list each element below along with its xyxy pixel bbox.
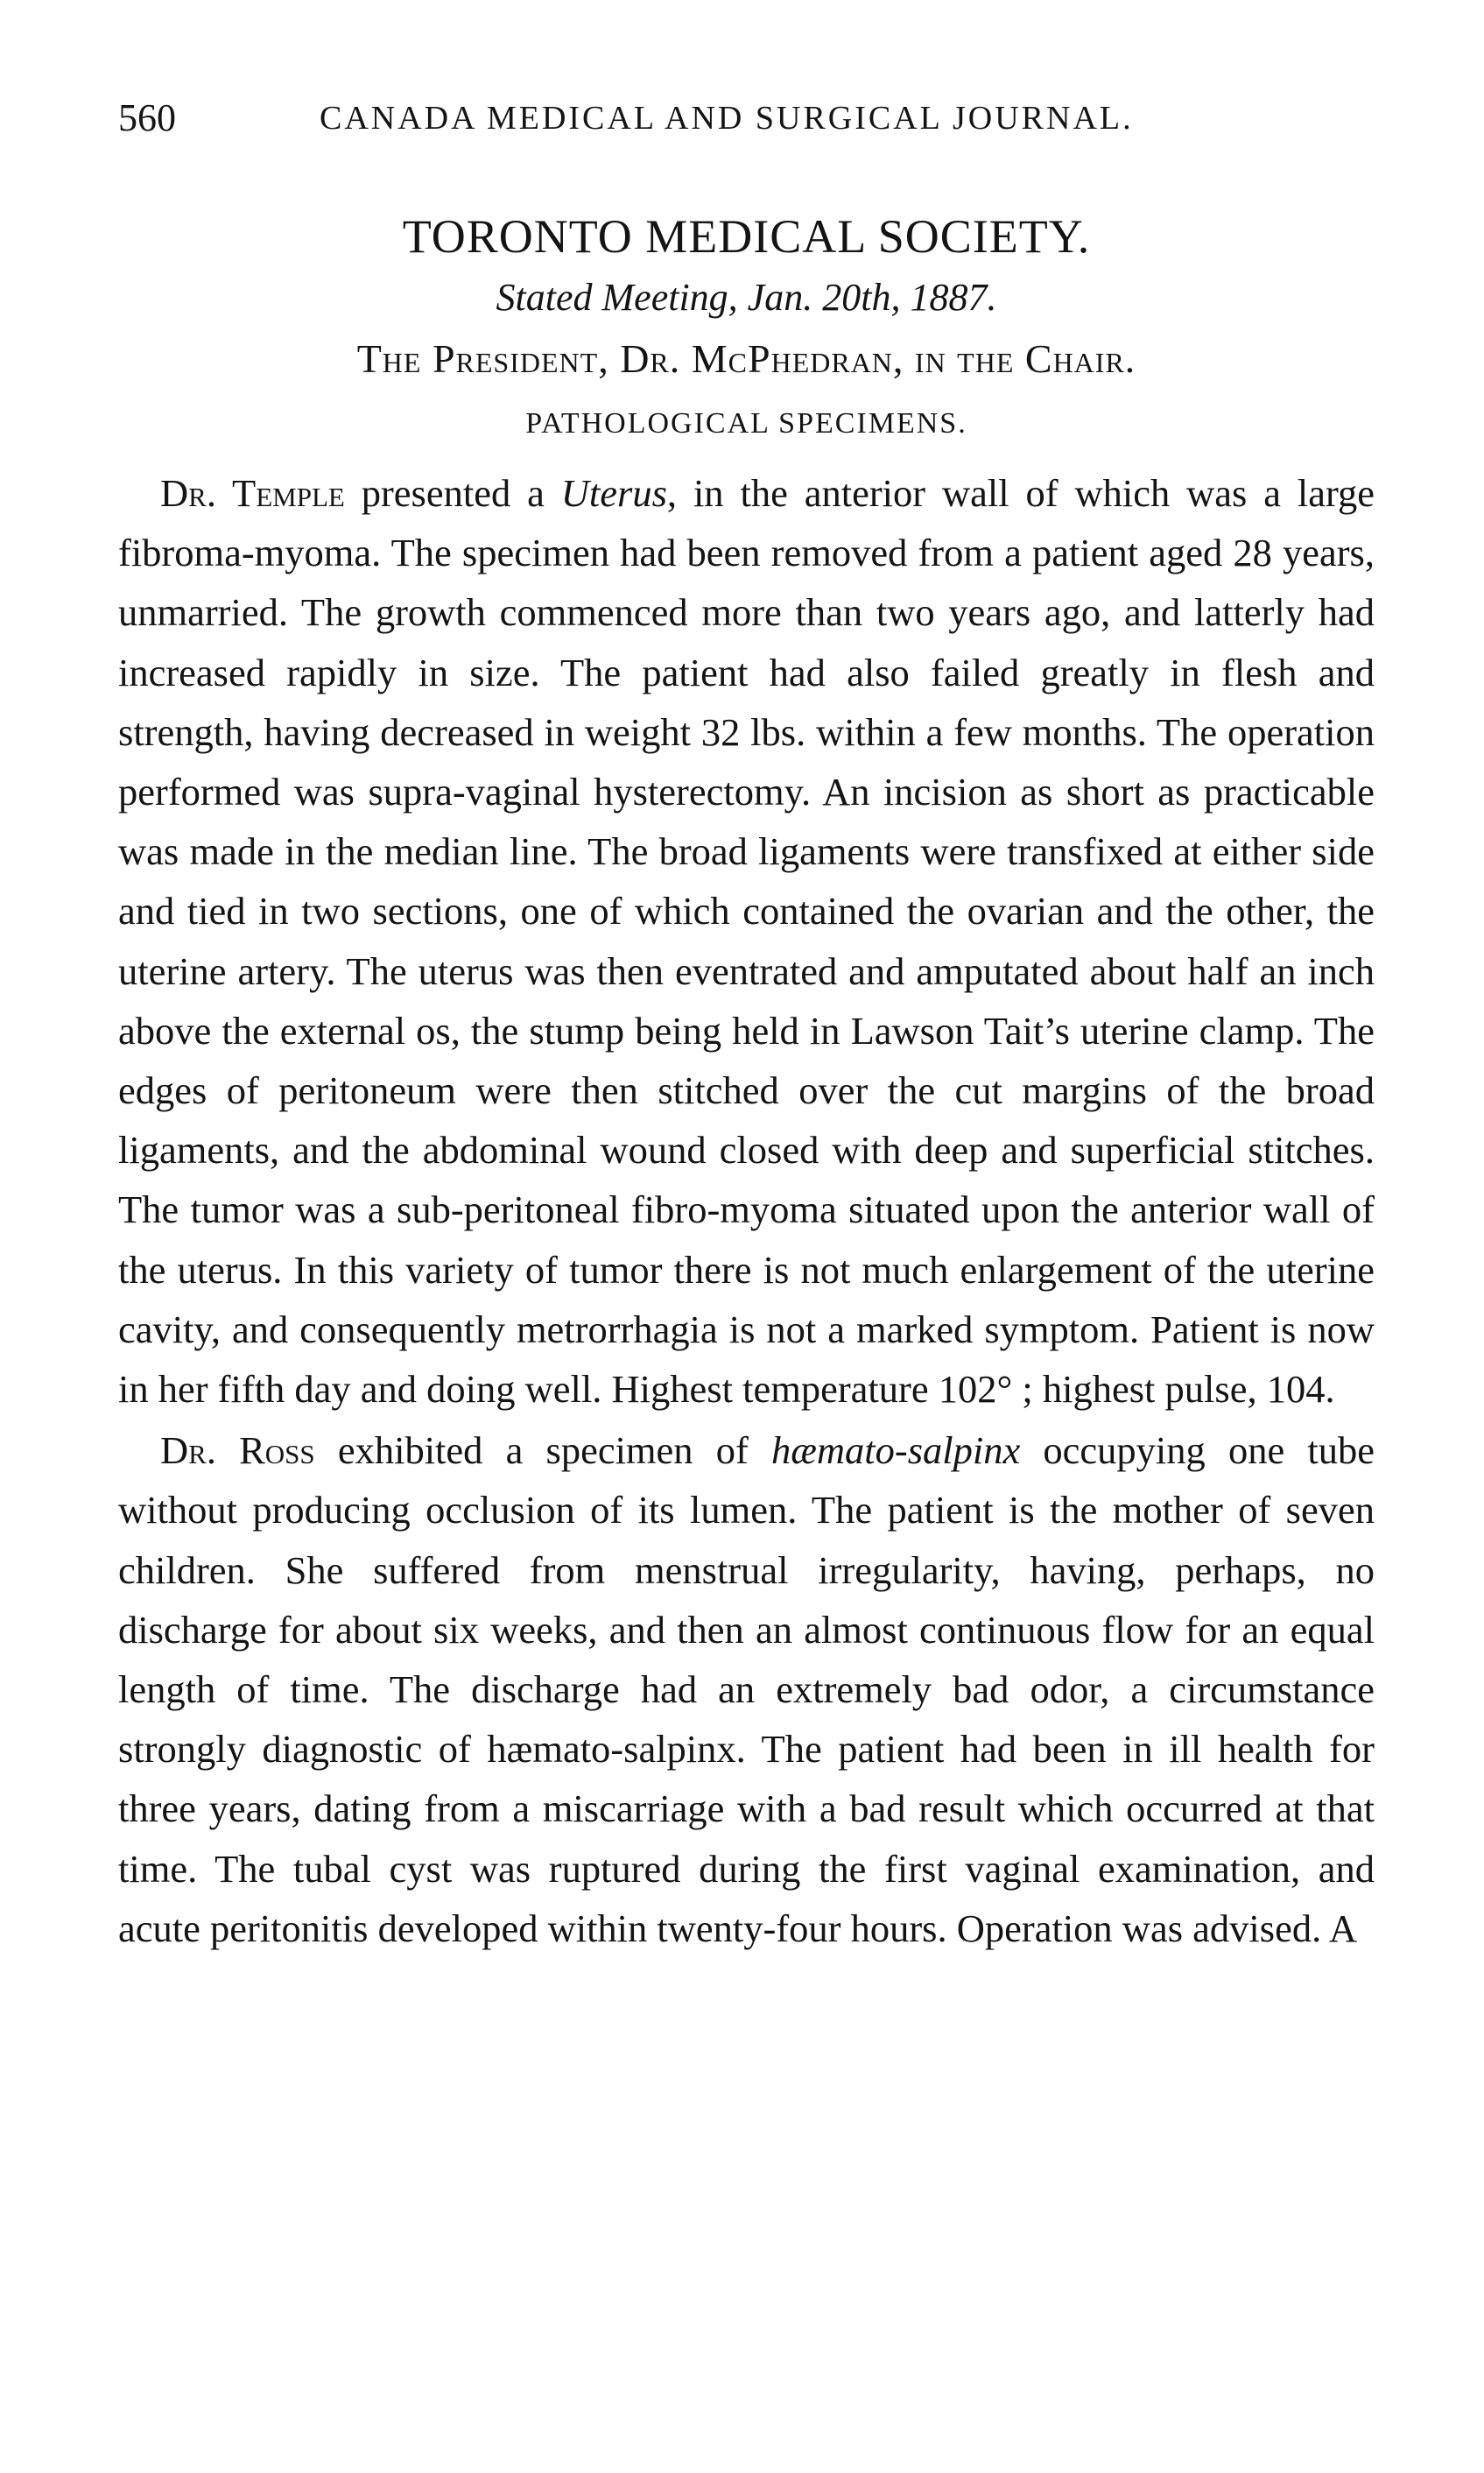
journal-page — [118, 83, 1375, 1958]
running-head — [118, 83, 1375, 153]
specimen-name: Uterus — [560, 471, 667, 515]
paragraph-body: , in the anterior wall of which was a large fibroma-myoma. The specimen had been removed from a patient aged 28 years, unmarried. The growth commenced more than two years ago, and latterly had increased rapidly in size. The patient had also failed greatly in flesh and strength, having decreased in weight 32 lbs. within a few months. The operation performed was supra-vaginal hysterectomy. An incision as short as practicable was made in the median line. The broad ligaments were transfixed at either side and tied in two sections, one of which contained the ovarian and the other, the uterine artery. The uterus was then eventrated and amputated about half an inch above the external os, the stump being held in Lawson Tait’s uterine clamp. The edges of peritoneum were then stitched over the cut margins of the broad ligaments, and the abdominal wound closed with deep and superficial stitches. The tumor was a sub-peritoneal fibro-myoma situated upon the anterior wall of the uterus. In this variety of tumor there is not much enlargement of the uterine cavity, and consequently metrorrhagia is not a marked symptom. Patient is now in her fifth day and doing well. Highest temperature 102° ; highest pulse, 104. — [118, 471, 1375, 1412]
society-title: TORONTO MEDICAL SOCIETY. — [402, 210, 1091, 263]
paragraph-temple — [118, 463, 1375, 1419]
page-number: 560 — [118, 96, 176, 139]
meeting-date: Stated Meeting, Jan. 20th, 1887. — [496, 276, 997, 319]
specimen-name: hæmato-salpinx — [770, 1428, 1021, 1473]
journal-title: CANADA MEDICAL AND SURGICAL JOURNAL. — [320, 100, 1134, 137]
paragraph-body: occupying one tube without producing occlusion of its lumen. The patient is the mother of seven children. She suffered from menstrual irregularity, having, perhaps, no discharge for about six weeks, and then an almost continuous flow for an equal length of time. The discharge had an extremely bad odor, a circumstance strongly diagnostic of hæmato-salpinx. The patient had been in ill health for three years, dating from a miscarriage with a bad result which occurred at that time. The tubal cyst was ruptured during the first vaginal examination, and acute peritonitis developed within twenty-four hours. Operation was advised. A — [118, 1428, 1375, 1950]
paragraph-lead: presented a — [344, 471, 561, 515]
speaker-name: Dr. Temple — [160, 471, 345, 515]
chair-line: The President, Dr. McPhedran, in the Chair. — [356, 336, 1136, 381]
speaker-name: Dr. Ross — [160, 1428, 315, 1473]
paragraph-lead: exhibited a specimen of — [314, 1428, 771, 1473]
paragraph-ross — [118, 1420, 1375, 1958]
section-heading: PATHOLOGICAL SPECIMENS. — [525, 407, 967, 440]
